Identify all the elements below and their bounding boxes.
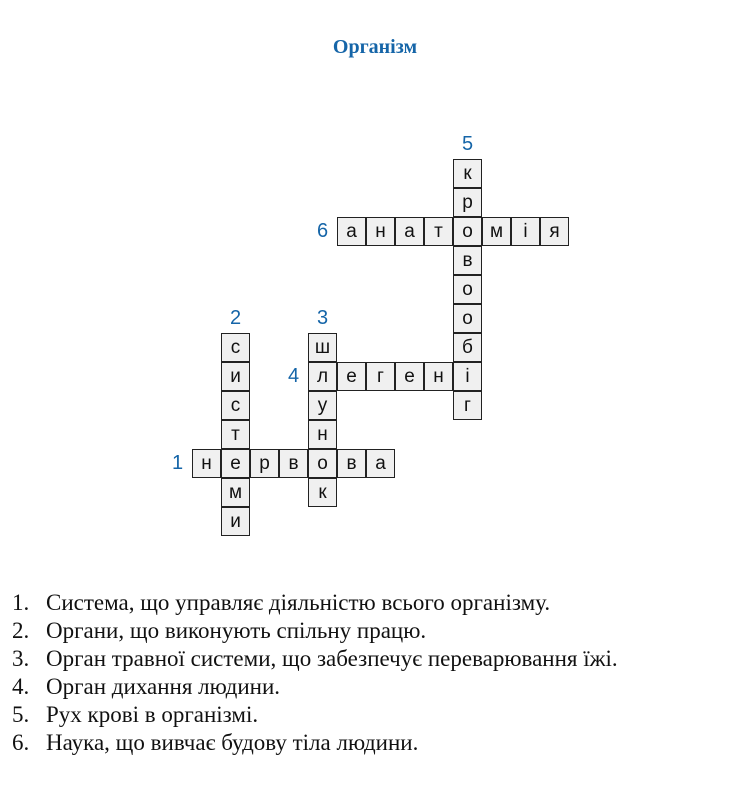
grid-cell: к: [308, 478, 337, 507]
grid-cell: е: [395, 362, 424, 391]
grid-cell: ш: [308, 333, 337, 362]
grid-cell: о: [453, 275, 482, 304]
grid-cell: о: [308, 449, 337, 478]
clue-text: Система, що управляє діяльністю всього організму.: [46, 590, 551, 615]
grid-cell: о: [453, 217, 482, 246]
grid-cell: а: [366, 449, 395, 478]
grid-cell: е: [221, 449, 250, 478]
clue-text: Рух крові в організмі.: [46, 702, 259, 727]
clue-number: 2.: [12, 618, 30, 643]
grid-cell: с: [221, 333, 250, 362]
grid-cell: і: [511, 217, 540, 246]
grid-cell: н: [192, 449, 221, 478]
grid-cell: в: [453, 246, 482, 275]
clue-number-3: 3: [316, 307, 329, 329]
grid-cell: н: [424, 362, 453, 391]
page-title: Організм: [332, 36, 418, 58]
grid-cell: с: [221, 391, 250, 420]
grid-cell: г: [453, 391, 482, 420]
clue-text: Орган травної системи, що забезпечує переварювання їжі.: [46, 646, 618, 671]
clue-text: Наука, що вивчає будову тіла людини.: [46, 730, 419, 755]
clue-number: 5.: [12, 702, 30, 727]
clue-number-1: 1: [171, 452, 184, 474]
grid-cell: р: [250, 449, 279, 478]
clue-number-6: 6: [316, 220, 329, 242]
clue-number: 4.: [12, 674, 30, 699]
clue-number: 1.: [12, 590, 30, 615]
clue-item: [12, 617, 618, 645]
clue-number: 6.: [12, 730, 30, 755]
grid-cell: р: [453, 188, 482, 217]
grid-cell: н: [308, 420, 337, 449]
grid-cell: н: [366, 217, 395, 246]
clue-item: [12, 729, 618, 757]
clue-text: Органи, що виконують спільну працю.: [46, 618, 427, 643]
grid-cell: в: [337, 449, 366, 478]
grid-cell: е: [337, 362, 366, 391]
clue-number: 3.: [12, 646, 30, 671]
grid-cell: і: [453, 362, 482, 391]
grid-cell: в: [279, 449, 308, 478]
clue-item: [12, 589, 618, 617]
grid-cell: г: [366, 362, 395, 391]
grid-cell: я: [540, 217, 569, 246]
clue-item: [12, 673, 618, 701]
grid-cell: и: [221, 362, 250, 391]
grid-cell: о: [453, 304, 482, 333]
grid-cell: у: [308, 391, 337, 420]
clue-number-5: 5: [461, 133, 474, 155]
grid-cell: м: [221, 478, 250, 507]
grid-cell: м: [482, 217, 511, 246]
clue-item: [12, 645, 618, 673]
grid-cell: к: [453, 159, 482, 188]
grid-cell: т: [424, 217, 453, 246]
grid-cell: т: [221, 420, 250, 449]
clue-item: [12, 701, 618, 729]
grid-cell: б: [453, 333, 482, 362]
clue-list: [12, 589, 618, 757]
grid-cell: а: [337, 217, 366, 246]
grid-cell: и: [221, 507, 250, 536]
clue-text: Орган дихання людини.: [46, 674, 281, 699]
clue-number-2: 2: [229, 307, 242, 329]
grid-cell: а: [395, 217, 424, 246]
grid-cell: л: [308, 362, 337, 391]
clue-number-4: 4: [287, 365, 300, 387]
